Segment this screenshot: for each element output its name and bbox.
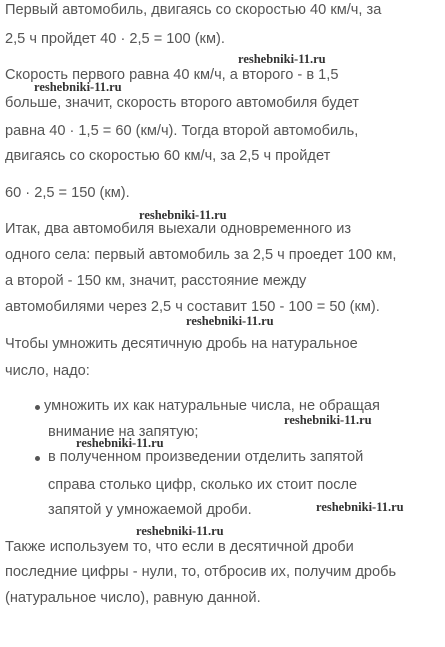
bullet-1-line-1: умножить их как натуральные числа, не обращая (44, 398, 380, 414)
bullet-2-line-3: запятой у умножаемой дроби. (48, 502, 252, 518)
watermark: reshebniki-11.ru (136, 524, 224, 538)
paragraph-4-line-4: автомобилями через 2,5 ч составит 150 - 100 = 50 (км). (5, 299, 380, 315)
paragraph-6-line-1: Также используем то, что если в десятичной дроби (5, 539, 354, 555)
paragraph-6-line-3: (натуральное число), равную данной. (5, 590, 261, 606)
bullet-1-marker (35, 405, 40, 410)
bullet-2-line-1: в полученном произведении отделить запятой (48, 449, 364, 465)
paragraph-1-line-2: 2,5 ч пройдет 40 · 2,5 = 100 (км). (5, 31, 225, 47)
bullet-1-line-2: внимание на запятую; (48, 424, 199, 440)
paragraph-4-line-3: а второй - 150 км, значит, расстояние между (5, 273, 307, 289)
watermark: reshebniki-11.ru (34, 80, 122, 94)
paragraph-2-line-3: равна 40 · 1,5 = 60 (км/ч). Тогда второй автомобиль, (5, 123, 359, 139)
paragraph-4-line-1: Итак, два автомобиля выехали одновременного из (5, 221, 352, 237)
paragraph-1-line-1: Первый автомобиль, двигаясь со скоростью 40 км/ч, за (5, 2, 382, 18)
paragraph-6-line-2: последние цифры - нули, то, отбросив их, получим дробь (5, 564, 397, 580)
paragraph-2-line-1: Скорость первого равна 40 км/ч, а второго - в 1,5 (5, 67, 339, 83)
paragraph-3-line-1: 60 · 2,5 = 150 (км). (5, 185, 130, 201)
paragraph-5-line-2: число, надо: (5, 363, 90, 379)
bullet-2-line-2: справа столько цифр, сколько их стоит после (48, 477, 358, 493)
paragraph-2-line-2: больше, значит, скорость второго автомобиля будет (5, 95, 359, 111)
watermark: reshebniki-11.ru (76, 436, 164, 450)
paragraph-5-line-1: Чтобы умножить десятичную дробь на натуральное (5, 336, 358, 352)
bullet-2-marker (35, 456, 40, 461)
paragraph-4-line-2: одного села: первый автомобиль за 2,5 ч проедет 100 км, (5, 247, 397, 263)
watermark: reshebniki-11.ru (186, 314, 274, 328)
paragraph-2-line-4: двигаясь со скоростью 60 км/ч, за 2,5 ч пройдет (5, 148, 331, 164)
watermark: reshebniki-11.ru (284, 413, 372, 427)
watermark: reshebniki-11.ru (316, 500, 404, 514)
watermark: reshebniki-11.ru (238, 52, 326, 66)
watermark: reshebniki-11.ru (139, 208, 227, 222)
